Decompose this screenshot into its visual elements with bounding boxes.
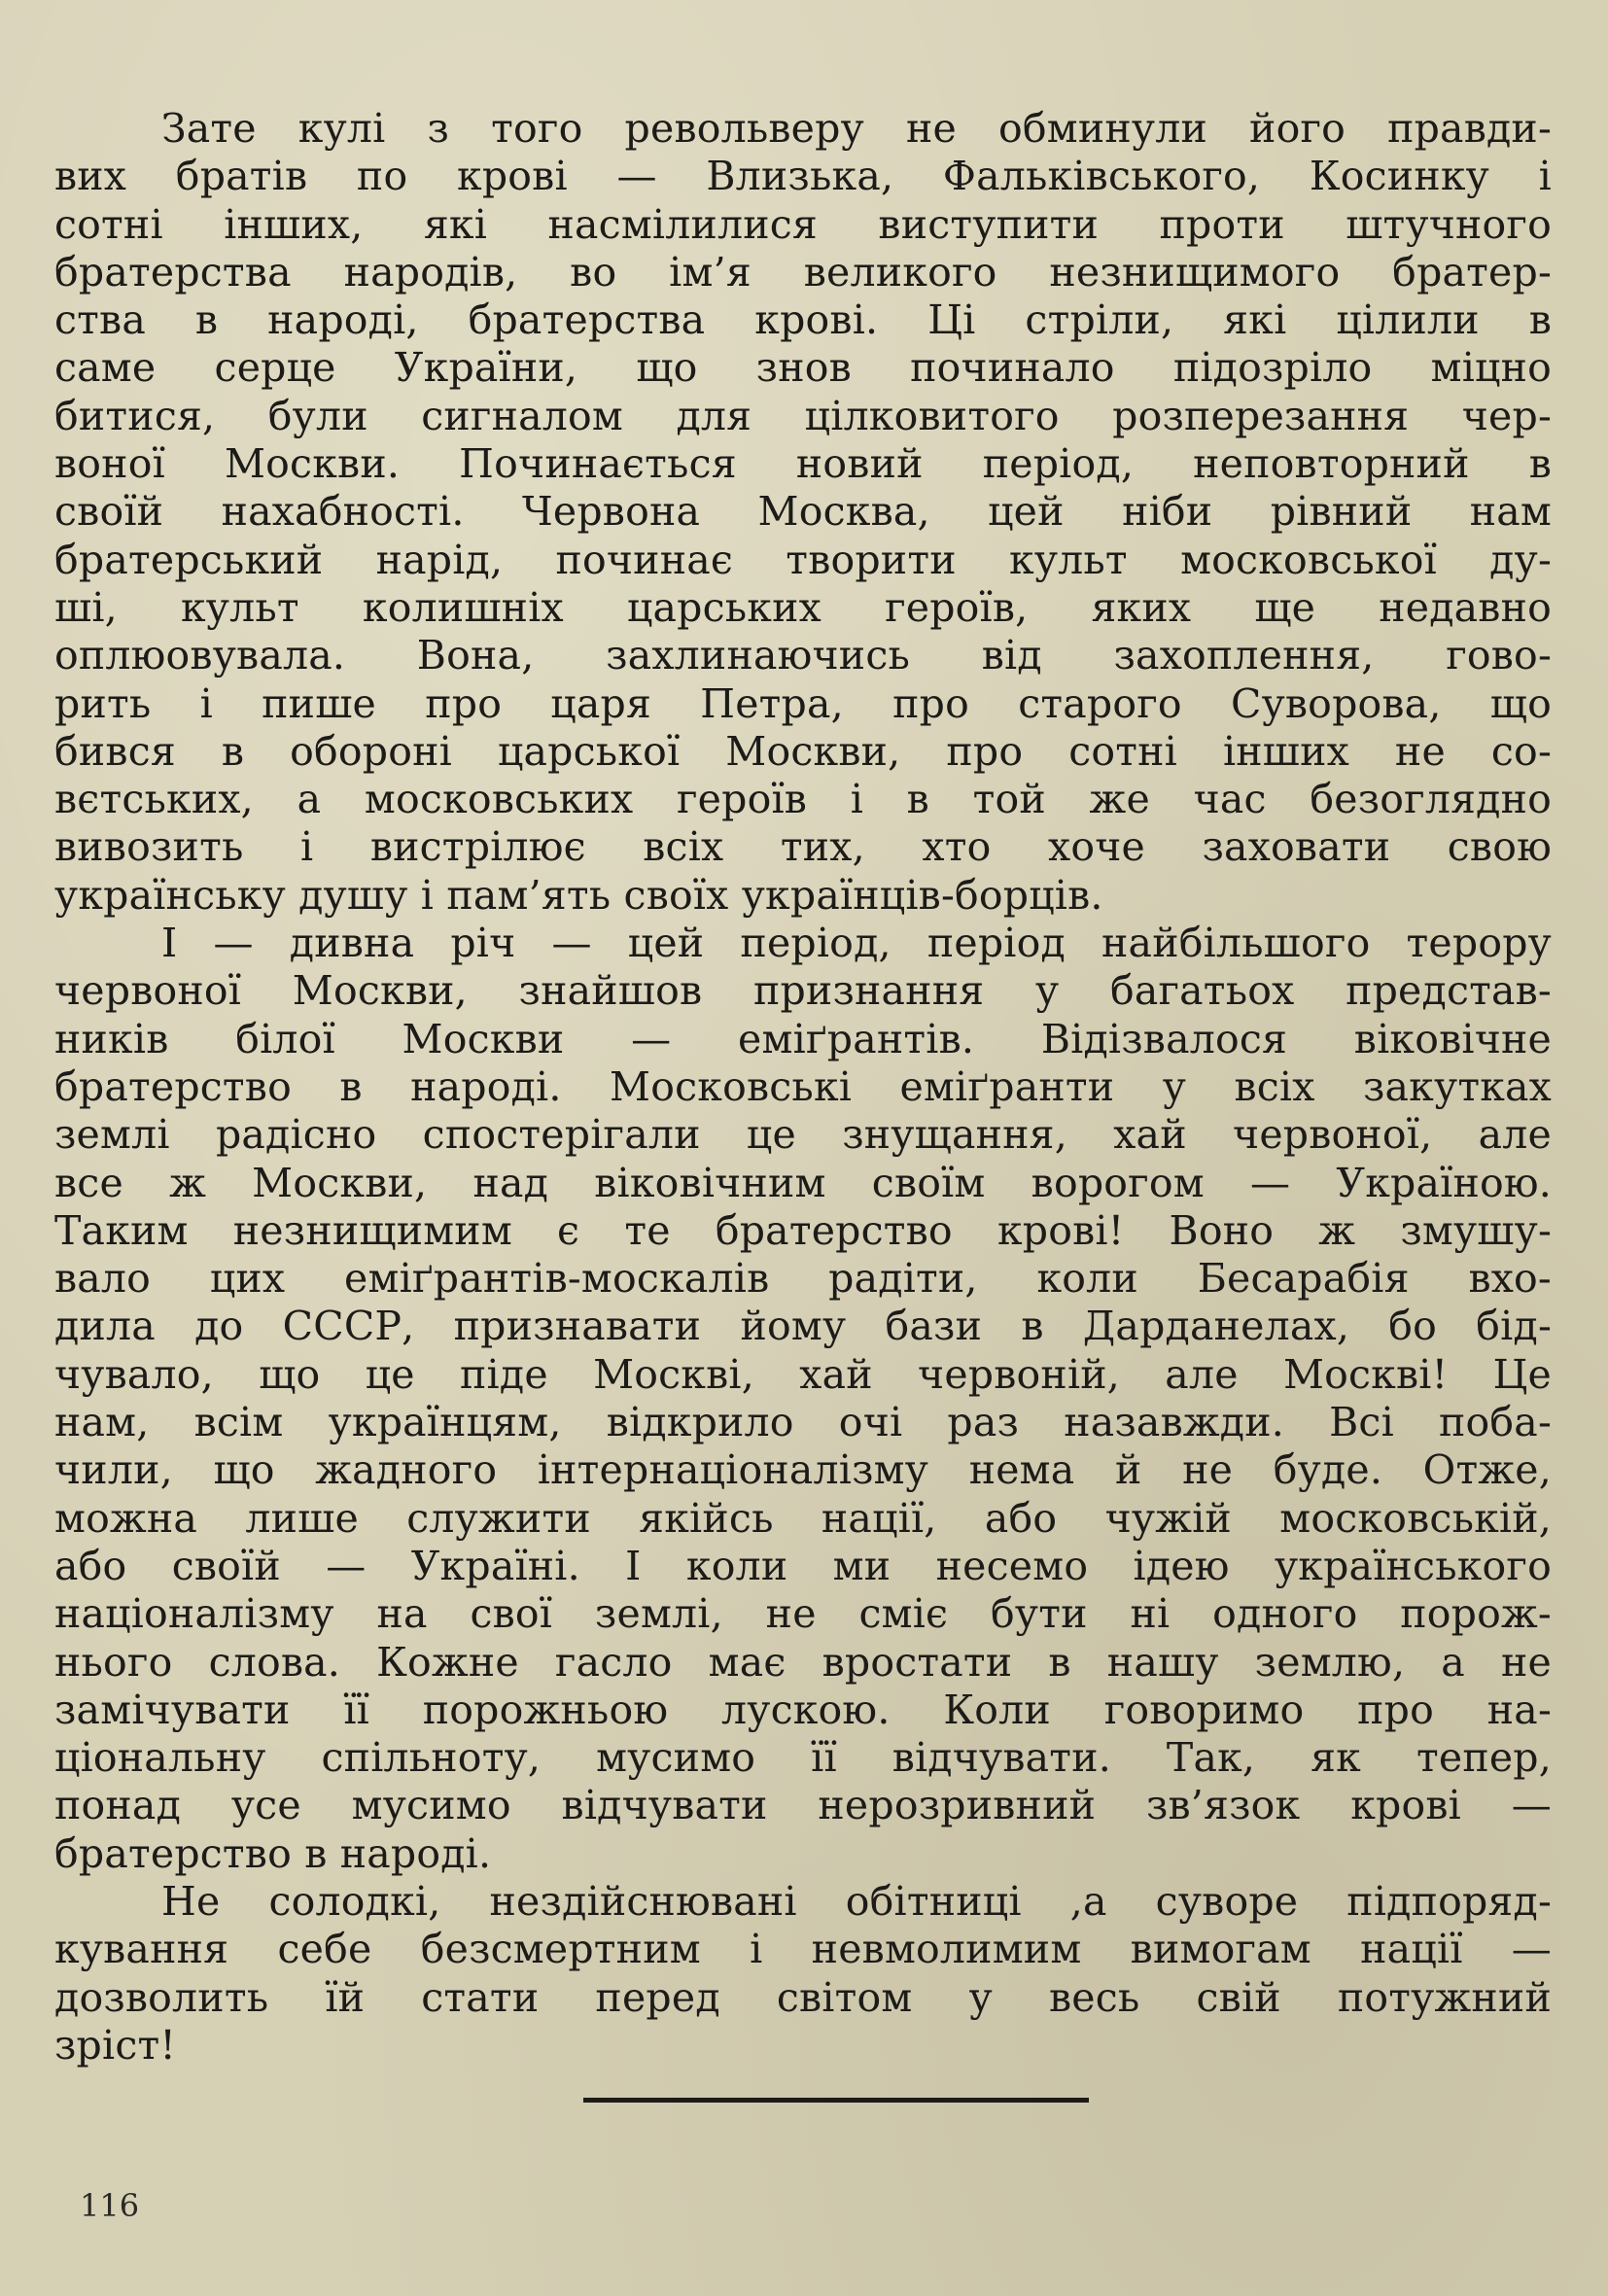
text-line: можна лише служити якійсь нації, або чужій московській, xyxy=(54,1494,1552,1542)
text-line: Зате кулі з того револьверу не обминули його правди- xyxy=(161,105,1552,152)
text-line: вало цих еміґрантів-москалів радіти, коли Бесарабія вхо- xyxy=(54,1255,1552,1303)
text-line: сотні інших, які насмілилися виступити проти штучного xyxy=(54,200,1552,248)
text-line: націоналізму на свої землі, не сміє бути ні одного порож- xyxy=(54,1590,1552,1638)
text-line: зріст! xyxy=(54,2021,177,2069)
text-line: землі радісно спостерігали це знущання, хай червоної, але xyxy=(54,1111,1552,1159)
text-line: братерство в народі. xyxy=(54,1829,492,1877)
paragraph-2 xyxy=(54,920,1552,1878)
text-line: нам, всім українцям, відкрило очі раз назавжди. Всі поба- xyxy=(54,1399,1552,1446)
text-line: воної Москви. Починається новий період, неповторний в xyxy=(54,440,1552,488)
text-line: нього слова. Кожне гасло має вростати в нашу землю, а не xyxy=(54,1638,1552,1686)
paragraph-1 xyxy=(54,105,1552,920)
text-line: все ж Москви, над віковічним своїм ворогом — Україною. xyxy=(54,1159,1552,1206)
section-divider-rule xyxy=(583,2098,1089,2103)
text-line: битися, були сигналом для цілковитого розперезання чер- xyxy=(54,392,1552,439)
text-line: дозволить їй стати перед світом у весь свій потужний xyxy=(54,1973,1552,2021)
text-line: вивозить і вистрілює всіх тих, хто хоче заховати свою xyxy=(54,823,1552,871)
text-line: вєтських, а московських героїв і в той же час безоглядно xyxy=(54,776,1552,823)
text-line: українську душу і пам’ять своїх українців-борців. xyxy=(54,871,1103,919)
page-number: 116 xyxy=(80,2187,140,2224)
text-line: понад усе мусимо відчувати нерозривний зв’язок крові — xyxy=(54,1782,1552,1829)
text-line: або своїй — Україні. І коли ми несемо ідею українського xyxy=(54,1542,1552,1589)
text-line: своїй нахабності. Червона Москва, цей ніби рівний нам xyxy=(54,488,1552,536)
text-line: кування себе безсмертним і невмолимим вимогам нації — xyxy=(54,1926,1552,1973)
text-line: чувало, що це піде Москві, хай червоній, але Москві! Це xyxy=(54,1350,1552,1398)
text-line: І — дивна річ — цей період, період найбільшого терору xyxy=(161,920,1552,967)
text-line: вих братів по крові — Влизька, Фальківського, Косинку і xyxy=(54,153,1552,200)
text-line: ників білої Москви — еміґрантів. Відізвалося віковічне xyxy=(54,1015,1552,1062)
paragraph-3 xyxy=(54,1878,1552,2070)
text-line: Таким незнищимим є те братерство крові! Воно ж змушу- xyxy=(54,1206,1552,1254)
text-line: ства в народі, братерства крові. Ці стріли, які цілили в xyxy=(54,296,1552,344)
text-line: ші, культ колишніх царських героїв, яких ще недавно xyxy=(54,583,1552,631)
text-line: оплюовувала. Вона, захлинаючись від захоплення, гово- xyxy=(54,632,1552,679)
text-line: червоної Москви, знайшов признання у багатьох представ- xyxy=(54,967,1552,1015)
body-text xyxy=(54,105,1552,2070)
text-line: саме серце України, що знов починало підозріло міцно xyxy=(54,344,1552,392)
text-line: дила до СССР, признавати йому бази в Дарданелах, бо бід- xyxy=(54,1303,1552,1350)
text-line: бився в обороні царської Москви, про сотні інших не со- xyxy=(54,727,1552,775)
text-line: рить і пише про царя Петра, про старого Суворова, що xyxy=(54,679,1552,727)
text-line: Не солодкі, нездійснювані обітниці ,а суворе підпоряд- xyxy=(161,1877,1552,1925)
text-line: братерський нарід, починає творити культ московської ду- xyxy=(54,536,1552,583)
text-line: братерство в народі. Московські еміґранти у всіх закутках xyxy=(54,1062,1552,1110)
text-line: ціональну спільноту, мусимо її відчувати. Так, як тепер, xyxy=(54,1734,1552,1782)
text-line: замічувати її порожньою лускою. Коли говоримо про на- xyxy=(54,1686,1552,1733)
text-line: чили, що жадного інтернаціоналізму нема й не буде. Отже, xyxy=(54,1446,1552,1494)
text-line: братерства народів, во ім’я великого незнищимого братер- xyxy=(54,248,1552,296)
